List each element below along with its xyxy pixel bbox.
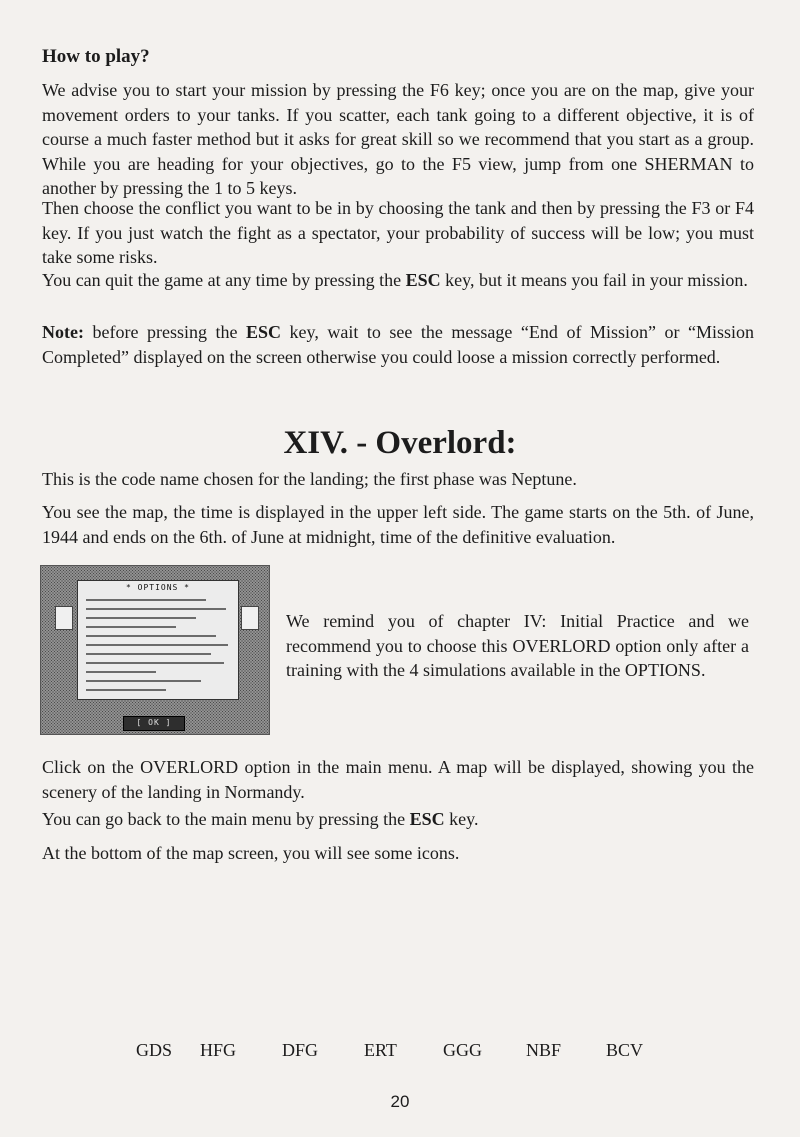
icon-label-bcv: BCV <box>606 1040 644 1060</box>
icon-label-ggg: GGG <box>443 1040 482 1060</box>
menu-line <box>86 599 206 601</box>
note-text-start: before pressing the <box>83 322 247 342</box>
chapter-reminder-text: We remind you of chapter IV: Initial Practice and we recommend you to choose this OVERLORD option only after a training with the 4 simulations available in the OPTIONS. <box>286 611 749 680</box>
menu-line <box>86 680 201 682</box>
note-paragraph <box>42 320 754 369</box>
note-label: Note: <box>42 322 84 342</box>
menu-line <box>86 662 224 664</box>
screenshot-ok-label: [ OK ] <box>136 718 172 727</box>
menu-line <box>86 653 211 655</box>
menu-line <box>86 644 228 646</box>
esc-key-label: ESC <box>246 322 282 342</box>
how-to-play-paragraph-1: We advise you to start your mission by pressing the F6 key; once you are on the map, give your movement orders to your tanks. If you scatter, each tank going to a different objective, it is of course a much faster method but it asks for great skill so we recommend that you start as a group. While you are heading for your objectives, go to the F5 view, jump from one SHERMAN to another by pressing the 1 to 5 keys. <box>42 80 754 198</box>
overlord-paragraph-3: Click on the OVERLORD option in the main menu. A map will be displayed, showing you the scenery of the landing in Normandy. <box>42 757 754 802</box>
menu-line <box>86 635 216 637</box>
overlord-paragraph-2: You see the map, the time is displayed in the upper left side. The game starts on the 5th. of June, 1944 and ends on the 6th. of June at midnight, time of the definitive evaluation. <box>42 502 754 547</box>
note-text-end: key, wait to see the message “End of Mission” or “Mission Completed” displayed on the screen otherwise you could loose a mission correctly performed. <box>42 322 754 367</box>
back-text-start: You can go back to the main menu by pressing the <box>42 809 410 829</box>
quit-text-end: key, but it means you fail in your mission. <box>440 270 748 290</box>
overlord-paragraph-5: At the bottom of the map screen, you will see some icons. <box>42 843 460 863</box>
page-number: 20 <box>390 1092 410 1111</box>
screenshot-left-tab <box>55 606 73 630</box>
options-menu-box <box>77 580 239 700</box>
back-text-end: key. <box>444 809 479 829</box>
screenshot-ok-button <box>123 716 185 731</box>
chapter-title: XIV. - Overlord: <box>283 425 517 461</box>
options-menu-title: * OPTIONS * <box>126 583 190 592</box>
icon-label-nbf: NBF <box>526 1040 562 1060</box>
how-to-play-heading: How to play? <box>42 46 150 67</box>
icon-label-ert: ERT <box>364 1040 397 1060</box>
esc-key-label: ESC <box>405 270 441 290</box>
icon-label-dfg: DFG <box>282 1040 319 1060</box>
menu-line <box>86 671 156 673</box>
options-screenshot <box>40 565 270 735</box>
menu-line <box>86 626 176 628</box>
icon-label-hfg: HFG <box>200 1040 237 1060</box>
menu-line <box>86 608 226 610</box>
overlord-paragraph-1: This is the code name chosen for the landing; the first phase was Neptune. <box>42 469 577 489</box>
map-icons-row <box>0 1040 800 1064</box>
quit-text-start: You can quit the game at any time by pressing the <box>42 270 406 290</box>
esc-key-label: ESC <box>409 809 445 829</box>
overlord-paragraph-4 <box>42 807 754 832</box>
menu-line <box>86 689 166 691</box>
menu-line <box>86 617 196 619</box>
how-to-play-paragraph-2: Then choose the conflict you want to be in by choosing the tank and then by pressing the F3 or F4 key. If you just watch the fight as a spectator, your probability of success will be low; you must take some risks. <box>42 198 754 267</box>
how-to-play-paragraph-3 <box>42 268 754 293</box>
icon-label-gds: GDS <box>136 1040 173 1060</box>
screenshot-right-tab <box>241 606 259 630</box>
